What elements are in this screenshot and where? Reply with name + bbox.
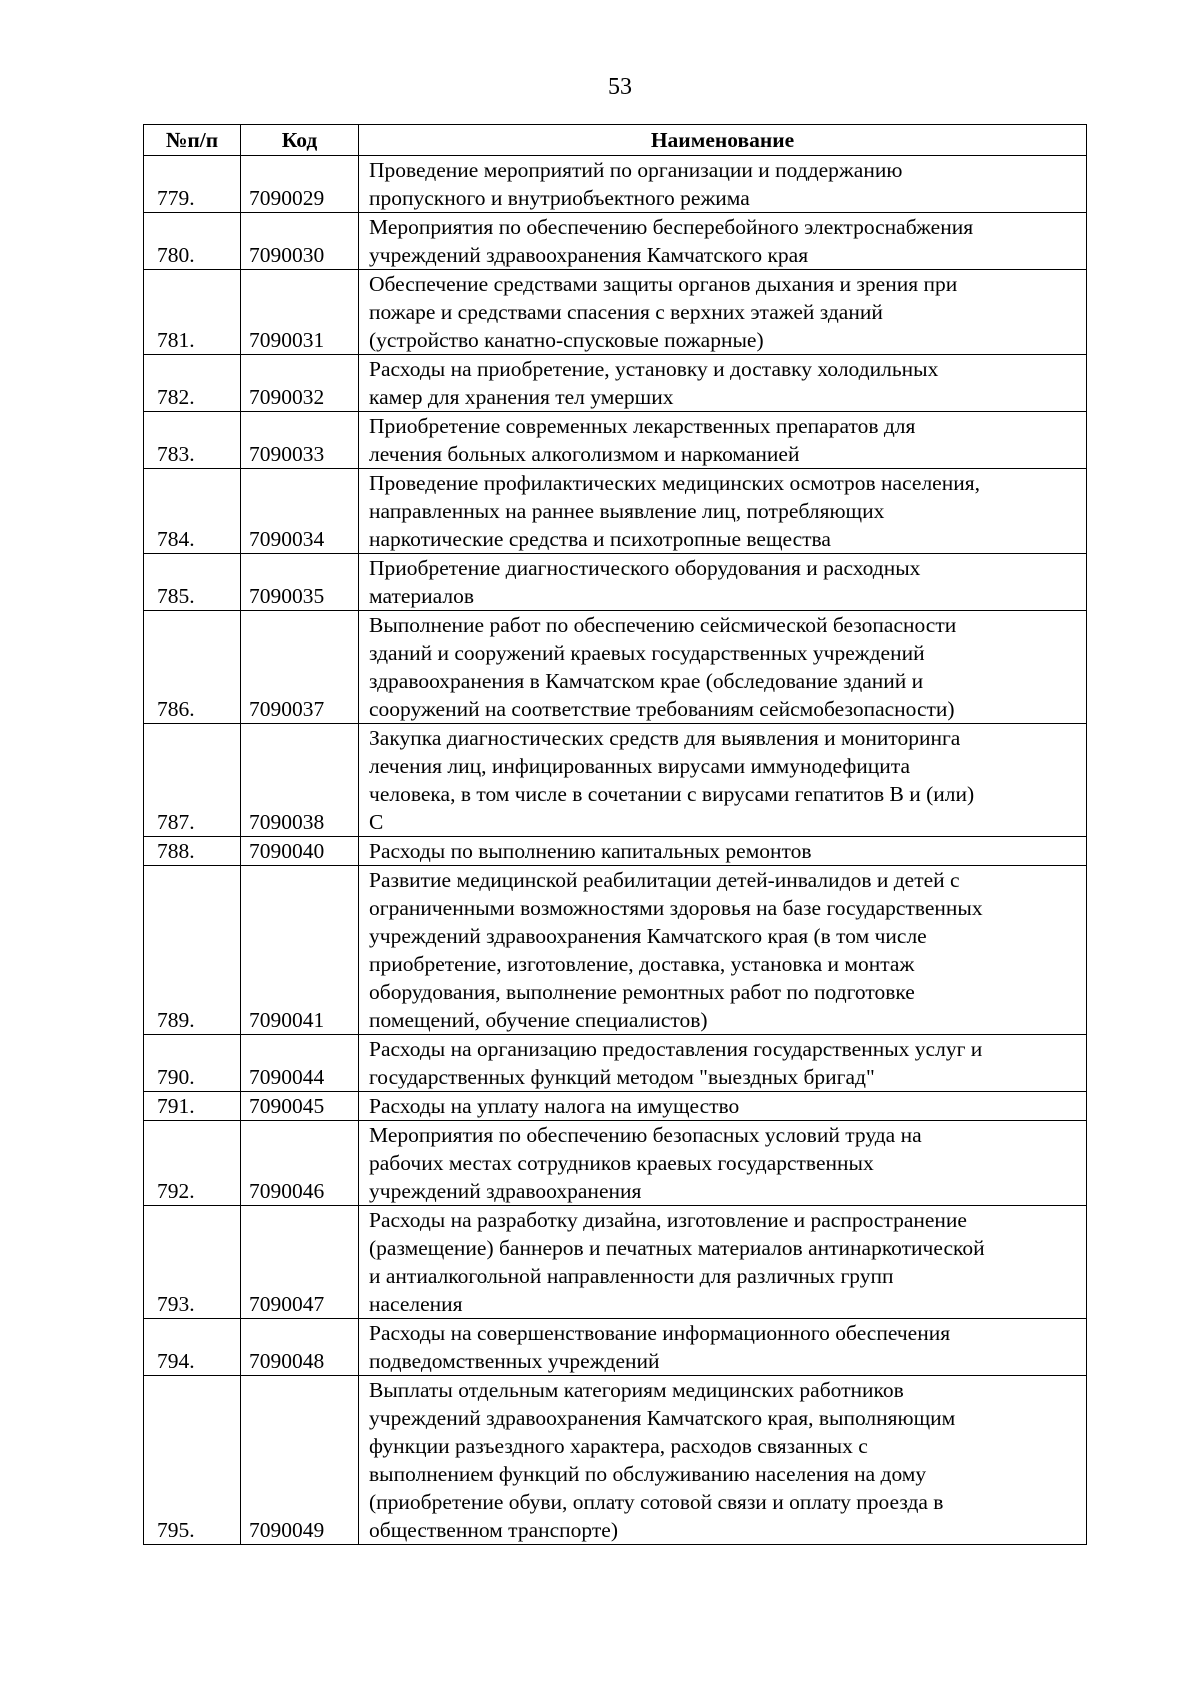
row-name <box>359 1092 1087 1121</box>
row-number: 788. <box>144 837 241 866</box>
row-number: 794. <box>144 1319 241 1376</box>
row-name <box>359 611 1087 724</box>
row-name-line: (устройство канатно-спусковые пожарные) <box>369 328 764 352</box>
row-name-line: функции разъездного характера, расходов связанных с <box>369 1434 868 1458</box>
table-row <box>144 1206 1087 1319</box>
table-row <box>144 611 1087 724</box>
row-number: 780. <box>144 213 241 270</box>
row-name-line: наркотические средства и психотропные вещества <box>369 527 831 551</box>
row-name <box>359 156 1087 213</box>
row-name-line: камер для хранения тел умерших <box>369 385 674 409</box>
row-code: 7090034 <box>241 469 359 554</box>
row-name-line: Расходы на приобретение, установку и доставку холодильных <box>369 357 939 381</box>
row-name-line: здравоохранения в Камчатском крае (обследование зданий и <box>369 669 924 693</box>
row-name-line: Закупка диагностических средств для выявления и мониторинга <box>369 726 961 750</box>
row-code: 7090040 <box>241 837 359 866</box>
row-name-line: Расходы на разработку дизайна, изготовление и распространение <box>369 1208 967 1232</box>
row-name-line: населения <box>369 1292 463 1316</box>
row-number: 793. <box>144 1206 241 1319</box>
row-number: 783. <box>144 412 241 469</box>
row-name-line: (размещение) баннеров и печатных материалов антинаркотической <box>369 1236 985 1260</box>
row-name <box>359 866 1087 1035</box>
table-row <box>144 469 1087 554</box>
row-name <box>359 554 1087 611</box>
row-number: 779. <box>144 156 241 213</box>
column-header-code: Код <box>241 125 359 156</box>
row-number: 792. <box>144 1121 241 1206</box>
budget-code-table <box>143 124 1087 1545</box>
row-name <box>359 412 1087 469</box>
table-row <box>144 1319 1087 1376</box>
row-name <box>359 1121 1087 1206</box>
row-code: 7090029 <box>241 156 359 213</box>
row-name-line: лечения больных алкоголизмом и наркоманией <box>369 442 800 466</box>
table-header-row <box>144 125 1087 156</box>
table-row <box>144 270 1087 355</box>
row-code: 7090035 <box>241 554 359 611</box>
table-row <box>144 412 1087 469</box>
row-name-line: сооружений на соответствие требованиям сейсмобезопасности) <box>369 697 955 721</box>
row-name-line: Приобретение современных лекарственных препаратов для <box>369 414 916 438</box>
row-name-line: рабочих местах сотрудников краевых государственных <box>369 1151 874 1175</box>
row-number: 787. <box>144 724 241 837</box>
table-body <box>144 156 1087 1545</box>
table-row <box>144 355 1087 412</box>
row-name-line: учреждений здравоохранения <box>369 1179 642 1203</box>
row-code: 7090030 <box>241 213 359 270</box>
row-name <box>359 1206 1087 1319</box>
row-name-line: материалов <box>369 584 475 608</box>
row-name-line: Мероприятия по обеспечению бесперебойного электроснабжения <box>369 215 974 239</box>
row-name-line: Развитие медицинской реабилитации детей-инвалидов и детей с <box>369 868 960 892</box>
row-name <box>359 724 1087 837</box>
table-row <box>144 213 1087 270</box>
row-number: 782. <box>144 355 241 412</box>
row-name-line: С <box>369 810 384 834</box>
row-number: 791. <box>144 1092 241 1121</box>
row-code: 7090032 <box>241 355 359 412</box>
row-code: 7090044 <box>241 1035 359 1092</box>
row-name-line: лечения лиц, инфицированных вирусами иммунодефицита <box>369 754 911 778</box>
row-code: 7090037 <box>241 611 359 724</box>
row-code: 7090047 <box>241 1206 359 1319</box>
row-name-line: Расходы на совершенствование информационного обеспечения <box>369 1321 951 1345</box>
row-name <box>359 355 1087 412</box>
row-name <box>359 213 1087 270</box>
row-name-line: общественном транспорте) <box>369 1518 618 1542</box>
row-name-line: пожаре и средствами спасения с верхних этажей зданий <box>369 300 883 324</box>
row-code: 7090038 <box>241 724 359 837</box>
row-name-line: Расходы на уплату налога на имущество <box>369 1094 740 1118</box>
row-name-line: Проведение мероприятий по организации и поддержанию <box>369 158 903 182</box>
row-name-line: Приобретение диагностического оборудования и расходных <box>369 556 921 580</box>
row-code: 7090046 <box>241 1121 359 1206</box>
row-number: 785. <box>144 554 241 611</box>
table-row <box>144 1092 1087 1121</box>
row-name <box>359 469 1087 554</box>
row-code: 7090041 <box>241 866 359 1035</box>
row-code: 7090045 <box>241 1092 359 1121</box>
row-name <box>359 1035 1087 1092</box>
row-name-line: и антиалкогольной направленности для различных групп <box>369 1264 894 1288</box>
row-name-line: выполнением функций по обслуживанию населения на дому <box>369 1462 927 1486</box>
page-number: 53 <box>608 74 632 100</box>
row-name-line: пропускного и внутриобъектного режима <box>369 186 750 210</box>
row-name-line: помещений, обучение специалистов) <box>369 1008 708 1032</box>
row-name-line: подведомственных учреждений <box>369 1349 660 1373</box>
row-name-line: государственных функций методом "выездных бригад" <box>369 1065 875 1089</box>
row-name-line: Расходы по выполнению капитальных ремонтов <box>369 839 812 863</box>
row-code: 7090048 <box>241 1319 359 1376</box>
column-header-name: Наименование <box>359 125 1087 156</box>
row-number: 786. <box>144 611 241 724</box>
row-name <box>359 270 1087 355</box>
table-row <box>144 724 1087 837</box>
row-name-line: Мероприятия по обеспечению безопасных условий труда на <box>369 1123 922 1147</box>
table-row <box>144 1376 1087 1545</box>
row-number: 795. <box>144 1376 241 1545</box>
row-name <box>359 837 1087 866</box>
row-name-line: направленных на раннее выявление лиц, потребляющих <box>369 499 885 523</box>
table-row <box>144 866 1087 1035</box>
row-name-line: учреждений здравоохранения Камчатского края (в том числе <box>369 924 927 948</box>
row-number: 790. <box>144 1035 241 1092</box>
row-name-line: ограниченными возможностями здоровья на базе государственных <box>369 896 983 920</box>
row-code: 7090049 <box>241 1376 359 1545</box>
row-name-line: учреждений здравоохранения Камчатского края <box>369 243 809 267</box>
row-code: 7090031 <box>241 270 359 355</box>
row-name-line: (приобретение обуви, оплату сотовой связи и оплату проезда в <box>369 1490 944 1514</box>
row-name-line: Расходы на организацию предоставления государственных услуг и <box>369 1037 983 1061</box>
row-name <box>359 1319 1087 1376</box>
table-row <box>144 1035 1087 1092</box>
row-name-line: учреждений здравоохранения Камчатского края, выполняющим <box>369 1406 956 1430</box>
row-number: 784. <box>144 469 241 554</box>
row-code: 7090033 <box>241 412 359 469</box>
row-name <box>359 1376 1087 1545</box>
row-name-line: зданий и сооружений краевых государственных учреждений <box>369 641 925 665</box>
column-header-number: №п/п <box>144 125 241 156</box>
table-row <box>144 156 1087 213</box>
row-name-line: Проведение профилактических медицинских осмотров населения, <box>369 471 980 495</box>
table-row <box>144 837 1087 866</box>
row-name-line: оборудования, выполнение ремонтных работ по подготовке <box>369 980 915 1004</box>
row-name-line: человека, в том числе в сочетании с вирусами гепатитов В и (или) <box>369 782 975 806</box>
row-name-line: Выплаты отдельным категориям медицинских работников <box>369 1378 904 1402</box>
row-number: 789. <box>144 866 241 1035</box>
row-name-line: Обеспечение средствами защиты органов дыхания и зрения при <box>369 272 958 296</box>
row-name-line: Выполнение работ по обеспечению сейсмической безопасности <box>369 613 957 637</box>
row-number: 781. <box>144 270 241 355</box>
table-row <box>144 554 1087 611</box>
table-row <box>144 1121 1087 1206</box>
row-name-line: приобретение, изготовление, доставка, установка и монтаж <box>369 952 915 976</box>
